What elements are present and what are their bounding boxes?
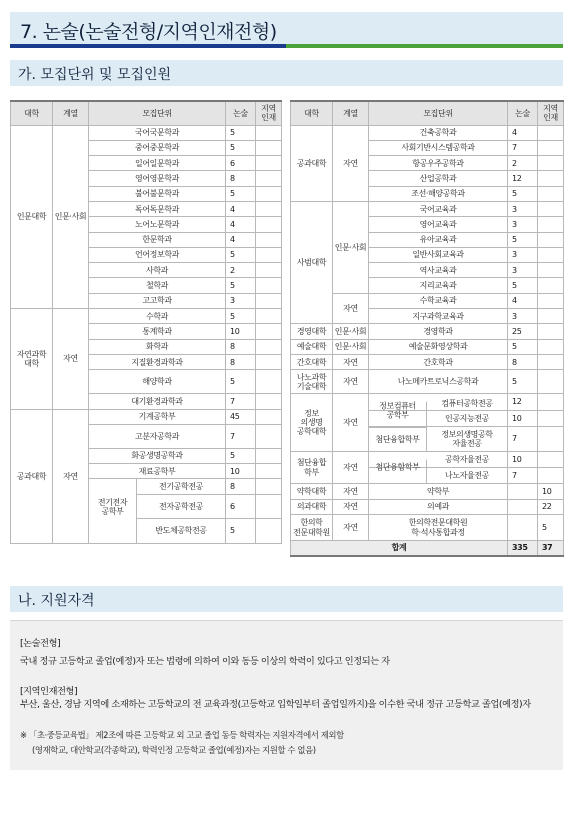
subgroup-name: 정보컴퓨터 공학부 bbox=[369, 402, 427, 420]
ee-unit-name: 전기공학전공 bbox=[137, 479, 225, 494]
essay-count: 6 bbox=[226, 156, 256, 171]
regional-count bbox=[538, 140, 564, 155]
college-name: 나노과학 기술대학 bbox=[291, 370, 333, 394]
regional-count bbox=[256, 232, 282, 247]
regional-count bbox=[256, 263, 282, 278]
essay-count: 3 bbox=[508, 309, 538, 324]
table-row bbox=[11, 125, 282, 140]
college-name: 경영대학 bbox=[291, 324, 333, 339]
unit-name: 정보의생명공학 자율전공 bbox=[441, 429, 493, 448]
essay-count: 3 bbox=[508, 247, 538, 262]
regional-count bbox=[538, 217, 564, 232]
essay-count bbox=[508, 515, 538, 541]
essay-count: 4 bbox=[508, 293, 538, 308]
unit-name: 사회기반시스템공학과 bbox=[369, 140, 508, 155]
essay-count: 3 bbox=[508, 201, 538, 216]
essay-count: 6 bbox=[226, 495, 256, 519]
ee-unit-name: 반도체공학전공 bbox=[155, 526, 207, 536]
regional-count bbox=[256, 171, 282, 186]
essay-count: 2 bbox=[226, 263, 256, 278]
header-essay: 논술 bbox=[226, 101, 256, 125]
unit-name: 영어영문학과 bbox=[89, 171, 226, 186]
essay-count: 10 bbox=[508, 410, 538, 426]
unit-name: 고고학과 bbox=[89, 293, 226, 308]
track-name: 자연 bbox=[333, 451, 369, 484]
unit-name: 지질환경과학과 bbox=[89, 354, 226, 369]
track-name: 인문·사회 bbox=[53, 125, 89, 309]
section-a-header bbox=[10, 60, 563, 86]
unit-name: 항공우주공학과 bbox=[369, 156, 508, 171]
subgroup-name: 첨단융합학부 bbox=[369, 427, 427, 451]
essay-count: 45 bbox=[226, 409, 256, 424]
subgroup-name: 첨단융합학부 bbox=[369, 459, 427, 474]
regional-count bbox=[256, 278, 282, 293]
table-row bbox=[291, 484, 564, 499]
unit-name: 한의학전문대학원 학·석사통합과정 bbox=[369, 515, 508, 541]
table-row bbox=[291, 515, 564, 541]
college-name: 간호대학 bbox=[291, 354, 333, 369]
regional-count bbox=[256, 247, 282, 262]
unit-name: 해양학과 bbox=[89, 370, 226, 394]
regional-count bbox=[256, 339, 282, 354]
unit-cell bbox=[369, 426, 508, 451]
unit-name: 국어교육과 bbox=[369, 201, 508, 216]
essay-count: 4 bbox=[226, 201, 256, 216]
regional-count bbox=[256, 479, 282, 495]
essay-count: 8 bbox=[508, 354, 538, 369]
unit-name: 사학과 bbox=[89, 263, 226, 278]
regional-count bbox=[256, 424, 282, 448]
college-name: 한의학 전문대학원 bbox=[291, 515, 333, 541]
essay-count: 10 bbox=[226, 464, 256, 479]
unit-name: 약학부 bbox=[369, 484, 508, 499]
essay-count: 10 bbox=[508, 451, 538, 467]
regional-count bbox=[538, 468, 564, 484]
header-college: 대학 bbox=[11, 101, 53, 125]
title-rule-green bbox=[286, 44, 563, 48]
ee-group-spacer bbox=[89, 519, 137, 543]
exclusion-note-sub: (영재학교, 대안학교(각종학교), 학력인정 고등학교 졸업(예정)자는 지원할 수 없음) bbox=[32, 745, 316, 755]
unit-name: 고분자공학과 bbox=[89, 424, 226, 448]
college-name: 자연과학 대학 bbox=[11, 309, 53, 409]
college-name: 정보 의생명 공학대학 bbox=[291, 394, 333, 452]
college-name: 첨단융합 학부 bbox=[291, 451, 333, 484]
unit-name: 화학과 bbox=[89, 339, 226, 354]
regional-count bbox=[538, 370, 564, 394]
college-name: 공과대학 bbox=[11, 409, 53, 543]
regional-count bbox=[256, 125, 282, 140]
unit-name: 수학과 bbox=[89, 309, 226, 324]
unit-name: 노어노문학과 bbox=[89, 217, 226, 232]
essay-count: 4 bbox=[508, 125, 538, 140]
unit-cell bbox=[369, 451, 508, 472]
regional-count bbox=[538, 309, 564, 324]
regional-text: 부산, 울산, 경남 지역에 소재하는 고등학교의 전 교육과정(고등학교 입학일부터 졸업일까지)을 이수한 국내 정규 고등학교 졸업(예정)자 bbox=[20, 699, 531, 710]
track-name: 자연 bbox=[333, 125, 369, 201]
unit-name bbox=[89, 479, 226, 495]
regional-count bbox=[256, 324, 282, 339]
regional-count bbox=[538, 263, 564, 278]
regional-count bbox=[256, 156, 282, 171]
unit-name: 건축공학과 bbox=[369, 125, 508, 140]
unit-name: 공학자율전공 bbox=[445, 454, 489, 464]
essay-count: 5 bbox=[508, 278, 538, 293]
table-row bbox=[11, 309, 282, 324]
unit-name: 일반사회교육과 bbox=[369, 247, 508, 262]
regional-count bbox=[538, 354, 564, 369]
college-name: 인문대학 bbox=[11, 125, 53, 309]
essay-count: 5 bbox=[226, 519, 256, 544]
regional-count bbox=[256, 186, 282, 201]
essay-count: 5 bbox=[226, 125, 256, 140]
ee-group-spacer bbox=[89, 479, 137, 494]
regional-count bbox=[256, 495, 282, 519]
right-admission-table bbox=[290, 100, 564, 557]
regional-count bbox=[538, 394, 564, 410]
essay-count: 4 bbox=[226, 232, 256, 247]
essay-count: 3 bbox=[508, 263, 538, 278]
regional-count: 10 bbox=[538, 484, 564, 499]
track-name: 자연 bbox=[333, 293, 369, 324]
regional-count bbox=[538, 125, 564, 140]
track-name: 자연 bbox=[333, 370, 369, 394]
essay-count: 5 bbox=[226, 448, 256, 463]
unit-name: 지구과학교육과 bbox=[369, 309, 508, 324]
regional-count bbox=[538, 156, 564, 171]
regional-count bbox=[538, 339, 564, 354]
track-name: 자연 bbox=[333, 354, 369, 369]
title-rule-blue bbox=[10, 44, 286, 48]
unit-name: 유아교육과 bbox=[369, 232, 508, 247]
unit-name: 통계학과 bbox=[89, 324, 226, 339]
header-track: 계열 bbox=[53, 101, 89, 125]
essay-count: 5 bbox=[226, 370, 256, 394]
unit-name: 컴퓨터공학전공 bbox=[441, 398, 493, 408]
essay-count: 7 bbox=[226, 424, 256, 448]
regional-count bbox=[538, 186, 564, 201]
unit-name: 독어독문학과 bbox=[89, 201, 226, 216]
essay-count: 7 bbox=[226, 394, 256, 409]
track-name: 자연 bbox=[333, 484, 369, 499]
essay-count bbox=[508, 499, 538, 514]
page-title-bar bbox=[10, 12, 563, 46]
regional-count bbox=[256, 448, 282, 463]
regional-count bbox=[256, 140, 282, 155]
regional-count bbox=[256, 201, 282, 216]
table-row bbox=[291, 339, 564, 354]
regional-count bbox=[538, 410, 564, 426]
college-name: 사범대학 bbox=[291, 201, 333, 323]
unit-name bbox=[89, 519, 226, 544]
unit-name: 나노메카트로닉스공학과 bbox=[369, 370, 508, 394]
essay-count: 8 bbox=[226, 171, 256, 186]
essay-count bbox=[508, 484, 538, 499]
unit-name: 재료공학부 bbox=[89, 464, 226, 479]
exclusion-note: ※ 「초·중등교육법」 제2조에 따른 고등학교 외 고교 졸업 동등 학력자는 지원자격에서 제외함 bbox=[20, 730, 344, 740]
unit-name: 조선·해양공학과 bbox=[369, 186, 508, 201]
track-name: 자연 bbox=[53, 309, 89, 409]
college-name: 예술대학 bbox=[291, 339, 333, 354]
regional-label: [지역인재전형] bbox=[20, 686, 78, 697]
section-a-title: 가. 모집단위 및 모집인원 bbox=[18, 67, 172, 83]
regional-count: 22 bbox=[538, 499, 564, 514]
unit-name: 철학과 bbox=[89, 278, 226, 293]
table-row bbox=[291, 370, 564, 394]
essay-count: 3 bbox=[508, 217, 538, 232]
section-b-header bbox=[10, 586, 563, 612]
left-admission-table bbox=[10, 100, 282, 544]
regional-count bbox=[538, 426, 564, 451]
unit-name: 인공지능전공 bbox=[445, 413, 489, 423]
header-unit: 모집단위 bbox=[369, 101, 508, 125]
essay-count: 5 bbox=[508, 339, 538, 354]
unit-name: 일어일문학과 bbox=[89, 156, 226, 171]
header-college: 대학 bbox=[291, 101, 333, 125]
unit-name: 지리교육과 bbox=[369, 278, 508, 293]
essay-count: 5 bbox=[226, 140, 256, 155]
ee-group-name: 전기전자 공학부 bbox=[89, 495, 137, 519]
essay-count: 8 bbox=[226, 339, 256, 354]
page-title: 7. 논술(논술전형/지역인재전형) bbox=[20, 21, 277, 43]
unit-name: 화공생명공학과 bbox=[89, 448, 226, 463]
essay-count: 25 bbox=[508, 324, 538, 339]
college-name: 공과대학 bbox=[291, 125, 333, 201]
unit-name: 경영학과 bbox=[369, 324, 508, 339]
essay-count: 5 bbox=[508, 370, 538, 394]
header-track: 계열 bbox=[333, 101, 369, 125]
unit-name: 산업공학과 bbox=[369, 171, 508, 186]
essay-count: 5 bbox=[226, 278, 256, 293]
essay-count: 4 bbox=[226, 217, 256, 232]
table-row bbox=[291, 201, 564, 216]
unit-name: 역사교육과 bbox=[369, 263, 508, 278]
unit-name: 수학교육과 bbox=[369, 293, 508, 308]
header-unit: 모집단위 bbox=[89, 101, 226, 125]
ee-unit-name: 전자공학전공 bbox=[137, 495, 225, 519]
track-name: 인문·사회 bbox=[333, 324, 369, 339]
essay-count: 12 bbox=[508, 394, 538, 410]
table-row bbox=[291, 324, 564, 339]
unit-name: 중어중문학과 bbox=[89, 140, 226, 155]
track-name: 인문·사회 bbox=[333, 201, 369, 293]
total-regional: 37 bbox=[538, 541, 564, 556]
unit-name: 간호학과 bbox=[369, 354, 508, 369]
regional-count bbox=[256, 519, 282, 544]
regional-count bbox=[256, 293, 282, 308]
table-row bbox=[291, 394, 564, 410]
header-regional: 지역 인재 bbox=[538, 101, 564, 125]
essay-count: 7 bbox=[508, 468, 538, 484]
college-name: 약학대학 bbox=[291, 484, 333, 499]
regional-count bbox=[538, 324, 564, 339]
essay-count: 7 bbox=[508, 426, 538, 451]
unit-name: 영어교육과 bbox=[369, 217, 508, 232]
unit-name: 의예과 bbox=[369, 499, 508, 514]
regional-count bbox=[538, 171, 564, 186]
regional-count bbox=[538, 247, 564, 262]
unit-name: 국어국문학과 bbox=[89, 125, 226, 140]
regional-count bbox=[256, 394, 282, 409]
track-name: 자연 bbox=[333, 499, 369, 514]
regional-count bbox=[256, 464, 282, 479]
essay-count: 8 bbox=[226, 354, 256, 369]
essay-count: 3 bbox=[226, 293, 256, 308]
regional-count bbox=[256, 217, 282, 232]
regional-count bbox=[538, 451, 564, 467]
regional-count bbox=[538, 201, 564, 216]
essay-count: 7 bbox=[508, 140, 538, 155]
regional-count bbox=[538, 232, 564, 247]
essay-count: 10 bbox=[226, 324, 256, 339]
unit-name: 예술문화영상학과 bbox=[369, 339, 508, 354]
section-b-title: 나. 지원자격 bbox=[18, 593, 95, 609]
college-name: 의과대학 bbox=[291, 499, 333, 514]
unit-name: 기계공학부 bbox=[89, 409, 226, 424]
essay-count: 12 bbox=[508, 171, 538, 186]
essay-label: [논술전형] bbox=[20, 638, 61, 649]
table-row bbox=[291, 541, 564, 556]
regional-count: 5 bbox=[538, 515, 564, 541]
essay-text: 국내 정규 고등학교 졸업(예정)자 또는 법령에 의하여 이와 동등 이상의 학력이 있다고 인정되는 자 bbox=[20, 656, 390, 667]
total-essay: 335 bbox=[508, 541, 538, 556]
essay-count: 5 bbox=[226, 186, 256, 201]
table-row bbox=[291, 499, 564, 514]
table-row bbox=[11, 409, 282, 424]
track-name: 자연 bbox=[333, 515, 369, 541]
track-name: 자연 bbox=[53, 409, 89, 543]
essay-count: 8 bbox=[226, 479, 256, 495]
header-regional: 지역 인재 bbox=[256, 101, 282, 125]
table-row bbox=[291, 354, 564, 369]
unit-name bbox=[89, 495, 226, 519]
essay-count: 5 bbox=[226, 247, 256, 262]
unit-name: 불어불문학과 bbox=[89, 186, 226, 201]
essay-count: 5 bbox=[226, 309, 256, 324]
total-label: 합계 bbox=[291, 541, 508, 556]
regional-count bbox=[256, 354, 282, 369]
unit-name: 대기환경과학과 bbox=[89, 394, 226, 409]
unit-name: 한문학과 bbox=[89, 232, 226, 247]
essay-count: 5 bbox=[508, 232, 538, 247]
track-name: 인문·사회 bbox=[333, 339, 369, 354]
regional-count bbox=[256, 309, 282, 324]
essay-count: 5 bbox=[508, 186, 538, 201]
table-row bbox=[291, 125, 564, 140]
table-row bbox=[291, 451, 564, 467]
unit-name: 나노자율전공 bbox=[445, 471, 489, 481]
regional-count bbox=[538, 293, 564, 308]
regional-count bbox=[538, 278, 564, 293]
essay-count: 2 bbox=[508, 156, 538, 171]
regional-count bbox=[256, 409, 282, 424]
regional-count bbox=[256, 370, 282, 394]
track-name: 자연 bbox=[333, 394, 369, 452]
qualification-box bbox=[10, 620, 563, 770]
header-essay: 논술 bbox=[508, 101, 538, 125]
unit-name: 언어정보학과 bbox=[89, 247, 226, 262]
